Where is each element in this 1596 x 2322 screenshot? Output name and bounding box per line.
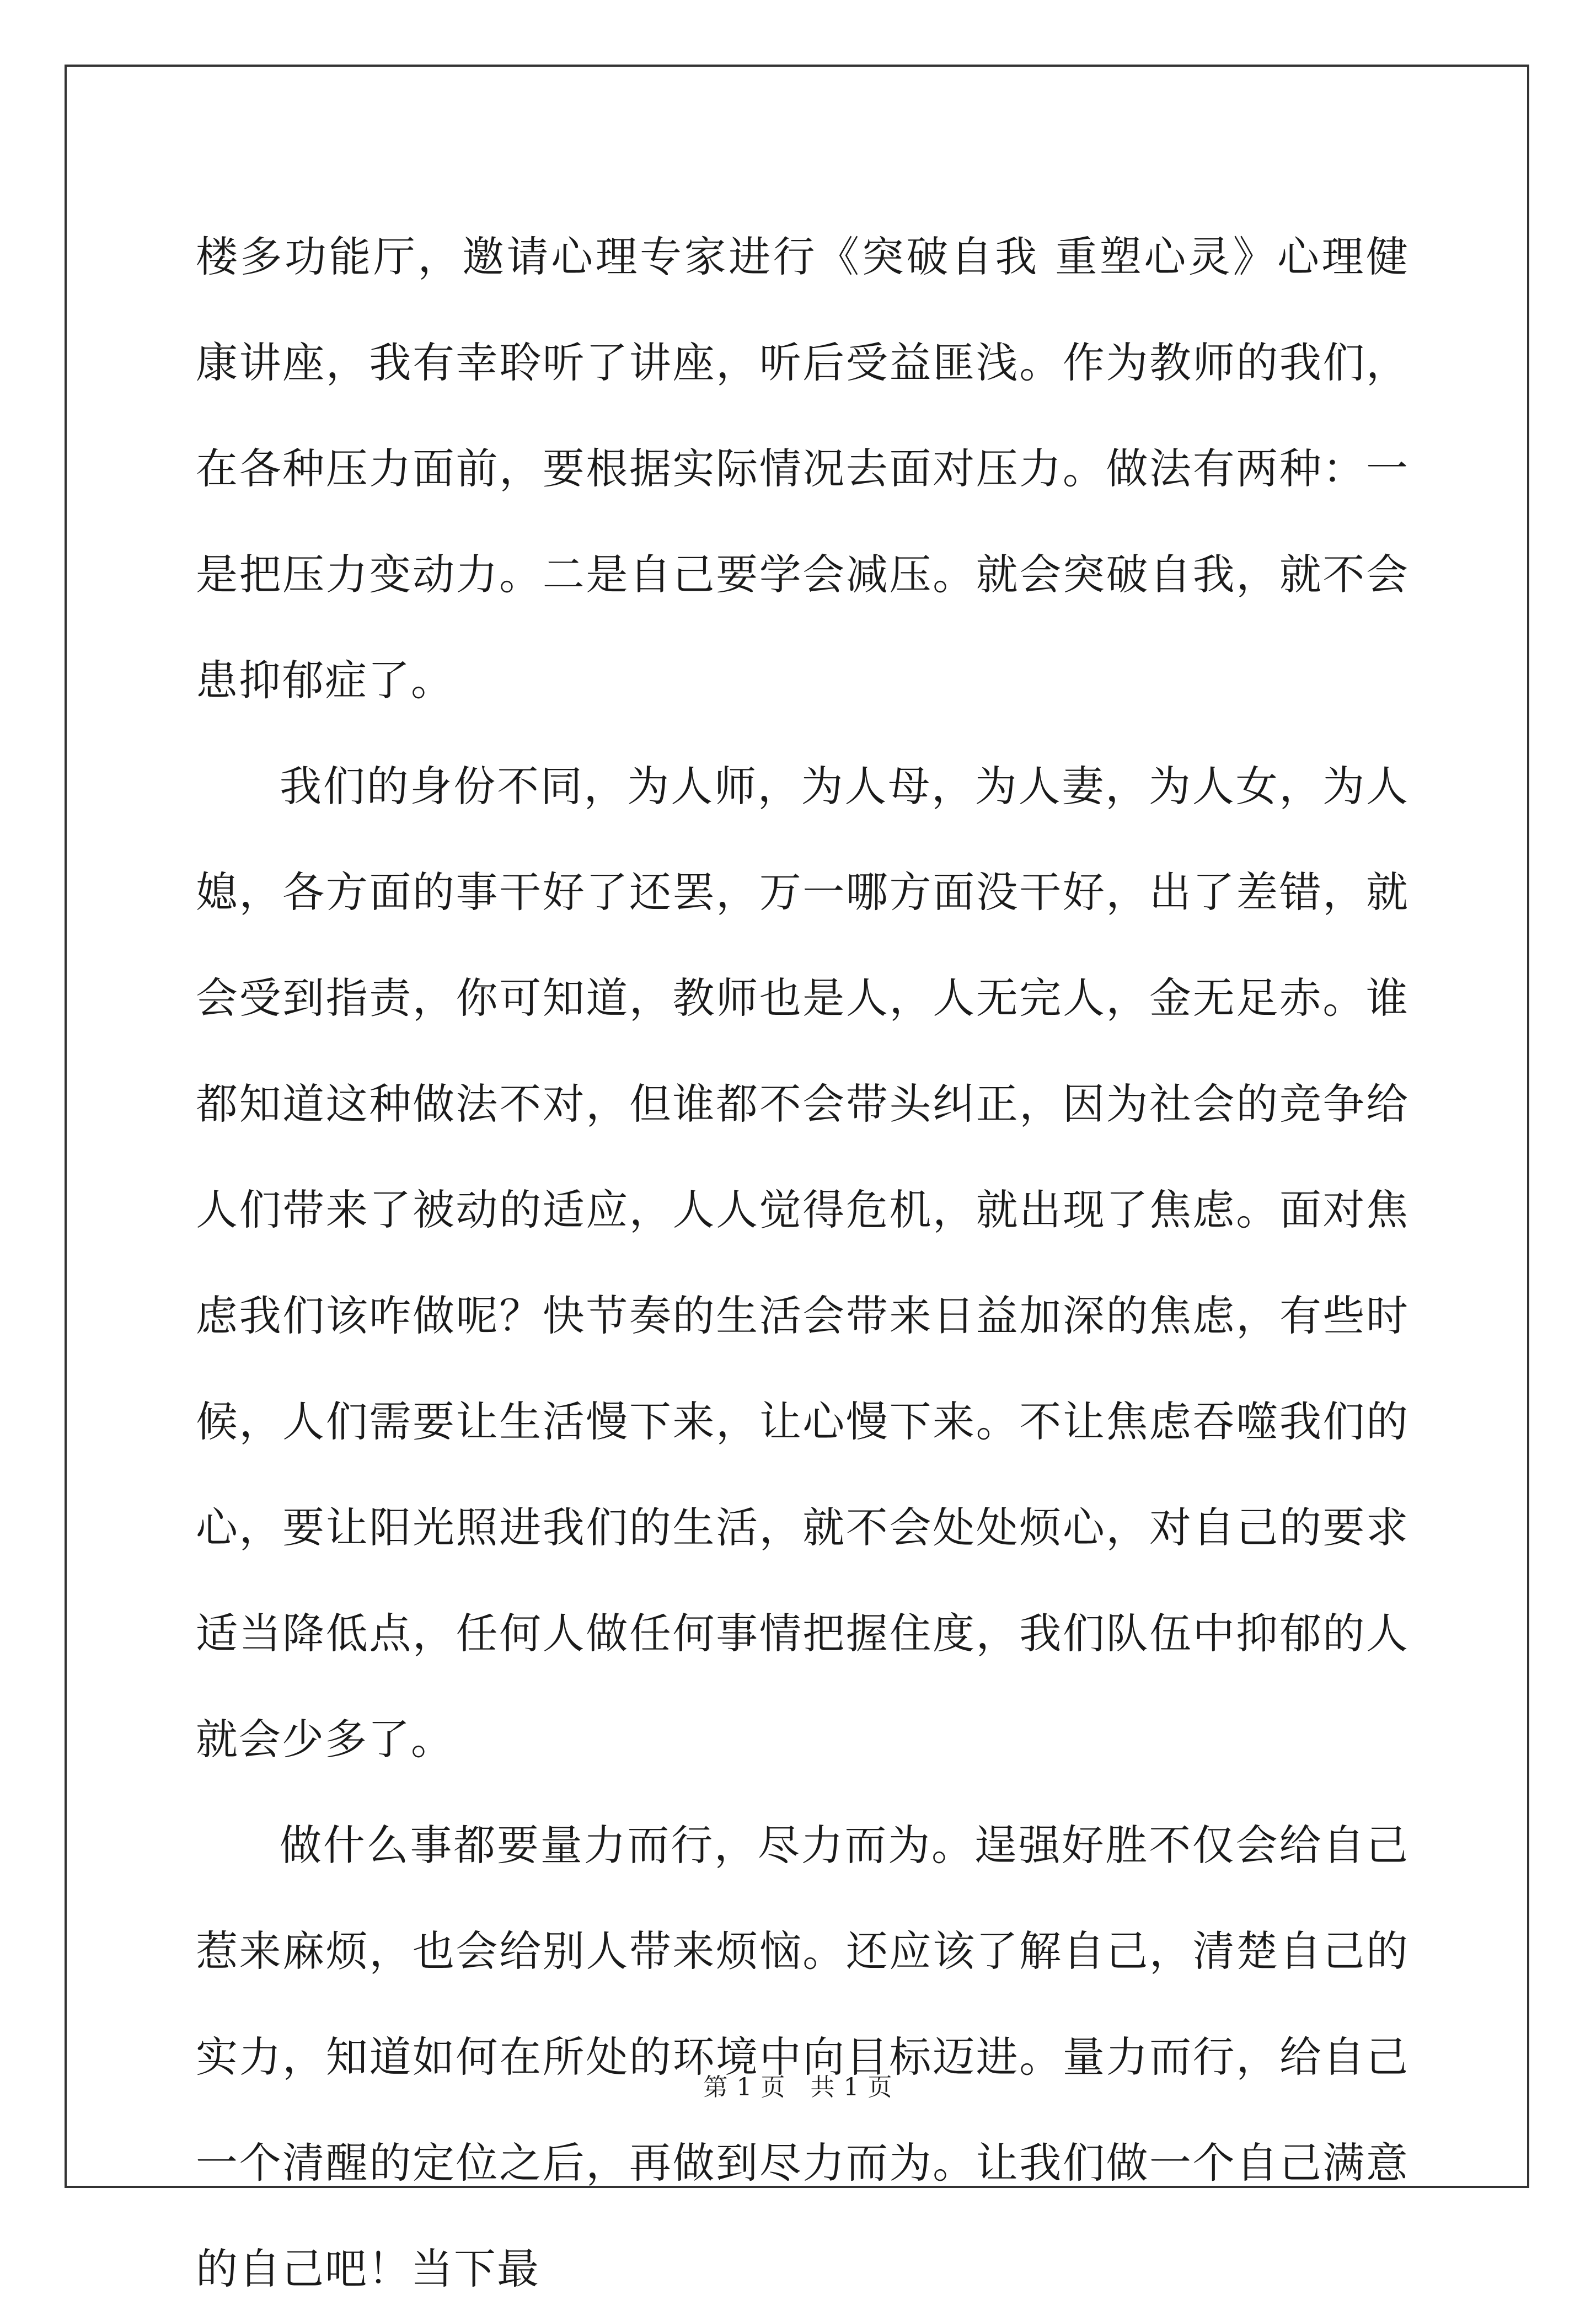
paragraph-3: 做什么事都要量力而行，尽力而为。逞强好胜不仅会给自己惹来麻烦，也会给别人带来烦恼。还应该了解自己，清楚自己的实力，知道如何在所处的环境中向目标迈进。量力而行，给自己一个清醒的定位之后，再做到尽力而为。让我们做一个自己满意的自己吧！当下最 [196, 1821, 1409, 2293]
paragraph-1: 楼多功能厅，邀请心理专家进行《突破自我 重塑心灵》心理健康讲座，我有幸聆听了讲座，听后受益匪浅。作为教师的我们，在各种压力面前，要根据实际情况去面对压力。做法有两种：一是把压力变动力。二是自己要学会减压。就会突破自我，就不会患抑郁症了。 [196, 232, 1409, 705]
paragraph-2: 我们的身份不同，为人师，为人母，为人妻，为人女，为人媳，各方面的事干好了还罢，万一哪方面没干好，出了差错，就会受到指责，你可知道，教师也是人，人无完人，金无足赤。谁都知道这种做法不对，但谁都不会带头纠正，因为社会的竞争给人们带来了被动的适应，人人觉得危机，就出现了焦虑。面对焦虑我们该咋做呢？快节奏的生活会带来日益加深的焦虑，有些时候，人们需要让生活慢下来，让心慢下来。不让焦虑吞噬我们的心，要让阳光照进我们的生活，就不会处处烦心，对自己的要求适当降低点，任何人做任何事情把握住度，我们队伍中抑郁的人就会少多了。 [196, 762, 1409, 1764]
total-pages: 共 1 页 [810, 2073, 893, 2101]
page-number: 第 1 页 [703, 2073, 786, 2101]
document-body [196, 204, 1409, 2322]
page-footer [0, 2067, 1596, 2102]
footer-separator [786, 2073, 811, 2101]
